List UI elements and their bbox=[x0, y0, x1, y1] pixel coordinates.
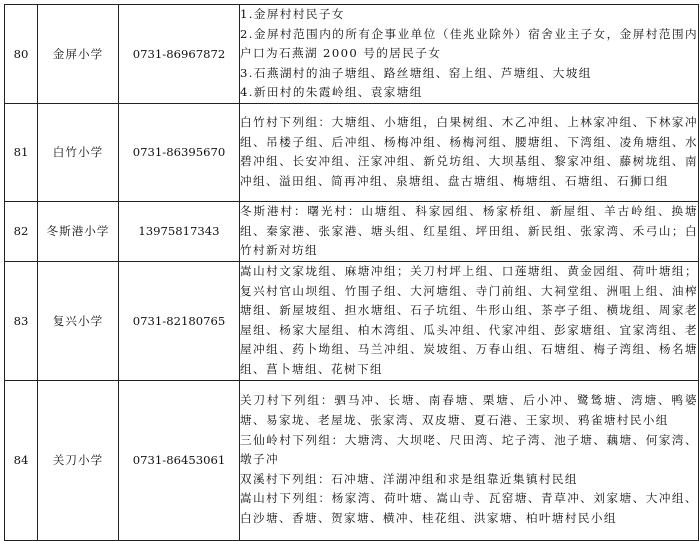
table-row bbox=[5, 103, 699, 201]
area-line: 冬斯港村：曙光村：山塘组、科家园组、杨家桥组、新屋组、羊古岭组、换塘组、秦家港、张家港、塘头组、红星组、坪田组、新民组、张家湾、禾弓山；白竹村新对坊组 bbox=[240, 204, 698, 258]
area-line: 三仙岭村下列组：大塘湾、大坝咾、尺田湾、坨子湾、池子塘、藕塘、何家湾、墩子冲 bbox=[240, 432, 698, 467]
row-number: 82 bbox=[5, 201, 38, 261]
school-name: 白竹小学 bbox=[38, 103, 119, 201]
area-line: 嵩山村下列组：杨家湾、荷叶塘、嵩山寺、瓦窑塘、青草冲、刘家塘、大冲组、白沙塘、香塘、贺家塘、横冲、桂花组、洪家塘、柏叶塘村民小组 bbox=[240, 491, 698, 526]
enrollment-area bbox=[240, 103, 699, 201]
area-line: 白竹村下列组：大塘组、小塘组，白果树组、木乙冲组、上林家冲组、下林家冲组、吊楼子组、后冲组、杨梅冲组、杨梅河组、腰塘组、下湾组、凌角塘组、水碧冲组、长安冲组、汪家冲组、新兑坊组、大坝基组、黎家冲组、藤树垅组、南冲组、溢田组、简再冲组、泉塘组、盘古塘组、梅塘组、石塘组、石狮口组 bbox=[240, 115, 698, 189]
school-district-table bbox=[4, 4, 699, 541]
table-row bbox=[5, 5, 699, 104]
school-name: 复兴小学 bbox=[38, 261, 119, 380]
area-line: 双溪村下列组：石冲塘、洋湖冲组和求是组靠近集镇村民组 bbox=[240, 471, 578, 486]
table-row bbox=[5, 261, 699, 380]
area-line: 2.金屏村范围内的所有企事业单位（佳兆业除外）宿舍业主子女，金屏村范围内户口为石燕湖 2000 号的居民子女 bbox=[240, 26, 698, 61]
area-line: 嵩山村文家垅组、麻塘冲组；关刀村坪上组、口莲塘组、黄金园组、荷叶塘组；复兴村官山坝组、竹围子组、大河塘组、寺门前组、大祠堂组、洲咀上组、油榨塘组、新屋坡组、担水塘组、石子坑组、牛形山组、茶亭子组、横垅组、周家老屋组、杨家大屋组、柏木湾组、瓜头冲组、代家冲组、彭家塘组、宜家湾组、老屋冲组、药卜坳组、马兰冲组、炭坡组、万春山组、石塘组、梅子湾组、杨名塘组、菖卜塘组、花树下组 bbox=[240, 263, 698, 376]
school-name: 冬斯港小学 bbox=[38, 201, 119, 261]
area-line: 1.金屏村村民子女 bbox=[240, 7, 345, 21]
area-line: 4.新田村的朱霞岭组、袁家塘组 bbox=[240, 85, 423, 100]
table-row bbox=[5, 380, 699, 540]
phone-number: 0731-86967872 bbox=[119, 5, 240, 104]
phone-number: 13975817343 bbox=[119, 201, 240, 261]
row-number: 80 bbox=[5, 5, 38, 104]
area-line: 关刀村下列组：驷马冲、长塘、南春塘、栗塘、后小冲、鹭鸶塘、湾塘、鸭婆塘、易家垅、老屋垅、张家湾、双皮塘、夏石港、王家坝、鸦雀塘村民小组 bbox=[240, 393, 698, 428]
table-body bbox=[5, 5, 699, 541]
area-line: 3.石燕湖村的油子塘组、路丝塘组、窑上组、芦塘组、大坡组 bbox=[240, 65, 592, 80]
enrollment-area bbox=[240, 201, 699, 261]
enrollment-area bbox=[240, 5, 699, 104]
table-row bbox=[5, 201, 699, 261]
school-name: 关刀小学 bbox=[38, 380, 119, 540]
enrollment-area bbox=[240, 261, 699, 380]
phone-number: 0731-86453061 bbox=[119, 380, 240, 540]
phone-number: 0731-82180765 bbox=[119, 261, 240, 380]
row-number: 84 bbox=[5, 380, 38, 540]
enrollment-area bbox=[240, 380, 699, 540]
school-name: 金屏小学 bbox=[38, 5, 119, 104]
row-number: 81 bbox=[5, 103, 38, 201]
phone-number: 0731-86395670 bbox=[119, 103, 240, 201]
row-number: 83 bbox=[5, 261, 38, 380]
